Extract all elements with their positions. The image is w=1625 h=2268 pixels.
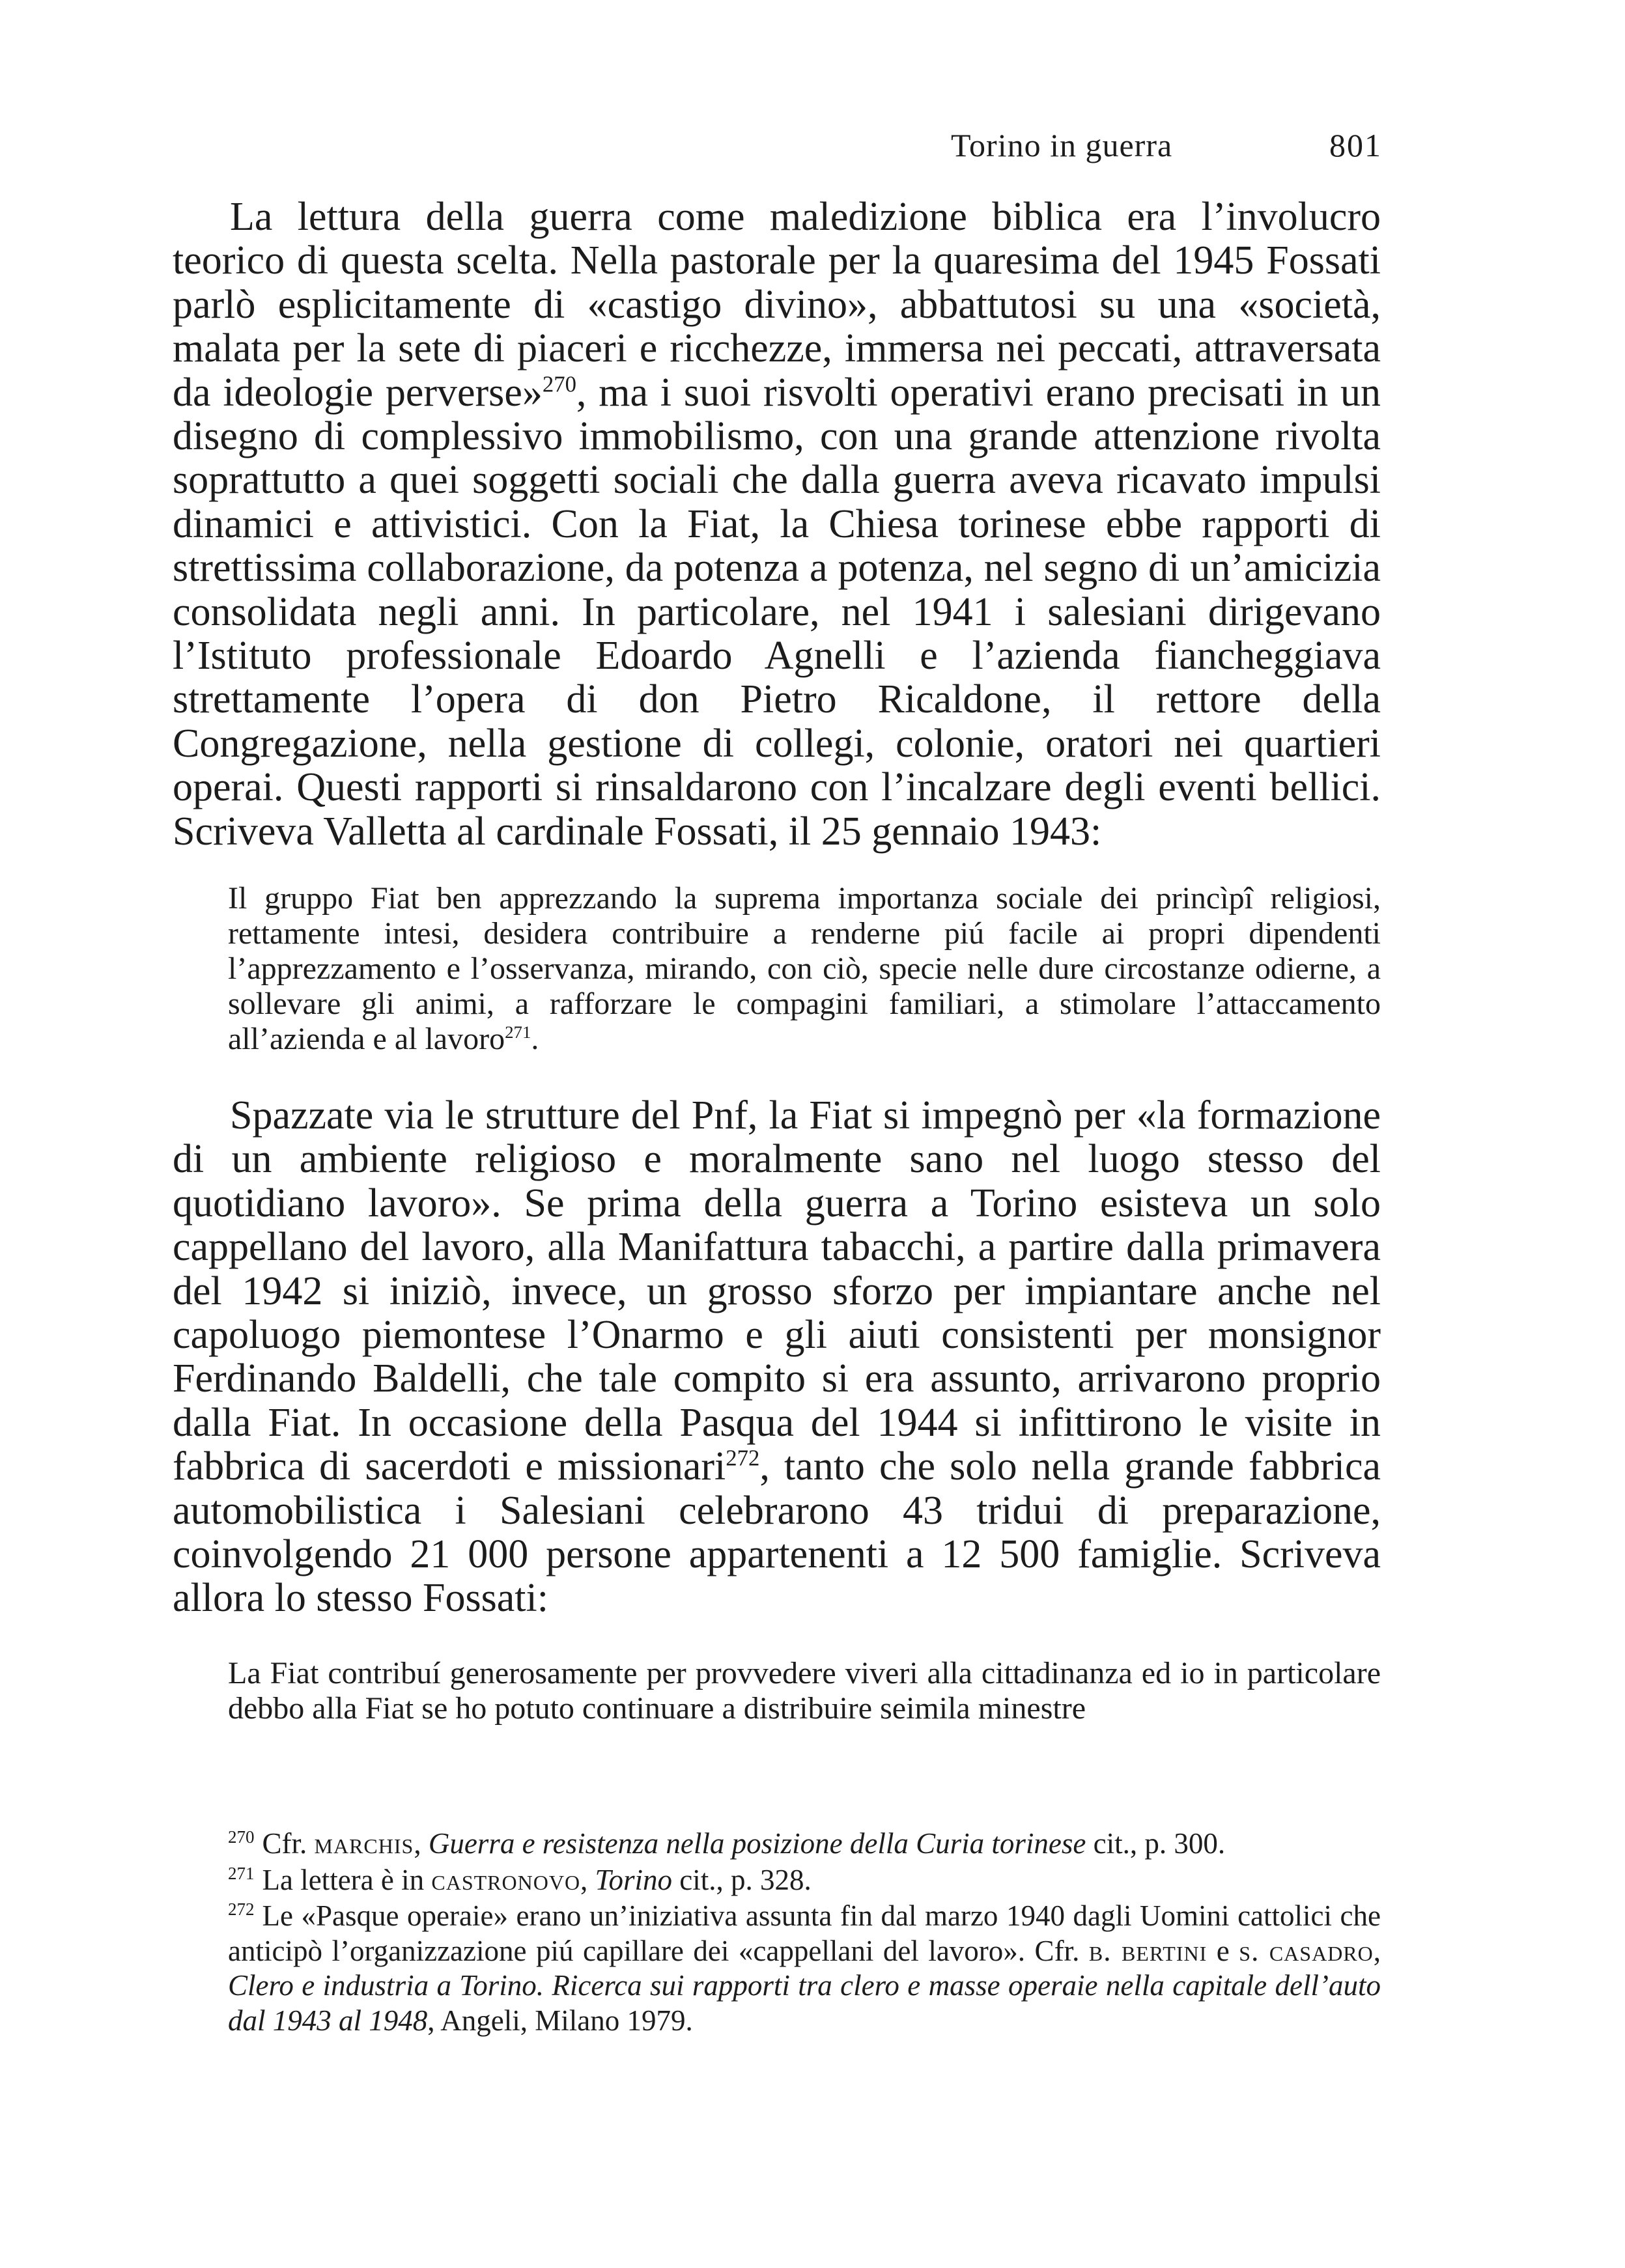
quote-2-text: La Fiat contribuí generosamente per provvedere viveri alla cittadinanza ed io in particolare debbo alla Fiat se ho potuto continuare a distribuire seimila minestre [228,1656,1381,1726]
footnote-number: 272 [228,1899,255,1919]
footnote-271 [228,1863,1381,1898]
footnote-author-2: s. casadro [1239,1934,1374,1967]
footnote-separator: , [580,1863,595,1896]
footnote-author: marchis [314,1827,414,1860]
footnote-separator: , [414,1827,429,1860]
paragraph-1-text-cont: , ma i suoi risvolti operativi erano precisati in un disegno di complessivo immobilismo, con una grande attenzione rivolta soprattutto a quei soggetti sociali che dalla guerra aveva ricavato impulsi dinamici e attivistici. Con la Fiat, la Chiesa torinese ebbe rapporti di strettissima collaborazione, da potenza a potenza, nel segno di un’amicizia consolidata negli anni. In particolare, nel 1941 i salesiani dirigevano l’Istituto professionale Edoardo Agnelli e l’azienda fiancheggiava strettamente l’opera di don Pietro Ricaldone, il rettore della Congregazione, nella gestione di collegi, colonie, oratori nei quartieri operai. Questi rapporti si rinsaldarono con l’incalzare degli eventi bellici. Scriveva Valletta al cardinale Fossati, il 25 gennaio 1943: [173,370,1381,854]
running-title: Torino in guerra [951,127,1173,163]
footnote-author: b. bertini [1088,1934,1208,1967]
footnotes [228,1827,1381,2039]
footnote-text: Cfr. [262,1827,315,1860]
footnote-citation: , Angeli, Milano 1979. [427,2004,693,2037]
footnote-title: Clero e industria a Torino. Ricerca sui rapporti tra clero e masse operaie nella capitale dell’auto dal 1943 al 1948 [228,1969,1381,2037]
footnote-ref-272: 272 [726,1445,760,1471]
footnote-ref-271: 271 [505,1022,531,1042]
footnote-text: La lettera è in [262,1863,432,1896]
footnote-author: castronovo [431,1863,581,1896]
footnote-citation: cit., p. 328. [671,1863,812,1896]
footnote-270 [228,1827,1381,1862]
footnote-272 [228,1899,1381,2038]
footnote-title: Guerra e resistenza nella posizione della Curia torinese [428,1827,1086,1860]
block-quote-2 [228,1656,1381,1726]
running-header [951,122,1382,168]
footnote-conjunction: e [1207,1934,1239,1967]
footnote-citation: cit., p. 300. [1086,1827,1226,1860]
footnote-separator: , [1373,1934,1381,1967]
footnote-text: Le «Pasque operaie» erano un’iniziativa assunta fin dal marzo 1940 dagli Uomini cattolici che anticipò l’organizzazione piú capillare dei «cappellani del lavoro». Cfr. [228,1899,1381,1967]
block-quote-1 [228,881,1381,1057]
footnote-ref-270: 270 [542,371,576,397]
paragraph-2-text: Spazzate via le strutture del Pnf, la Fiat si impegnò per «la formazione di un ambiente religioso e moralmente sano nel luogo stesso del quotidiano lavoro». Se prima della guerra a Torino esisteva un solo cappellano del lavoro, alla Manifattura tabacchi, a partire dalla primavera del 1942 si iniziò, invece, un grosso sforzo per impiantare anche nel capoluogo piemontese l’Onarmo e gli aiuti consistenti per monsignor Ferdinando Baldelli, che tale compito si era assunto, arrivarono proprio dalla Fiat. In occasione della Pasqua del 1944 si infittirono le visite in fabbrica di sacerdoti e missionari [173,1093,1381,1489]
footnote-number: 270 [228,1827,255,1847]
footnote-number: 271 [228,1863,255,1883]
footnote-title: Torino [595,1863,672,1896]
body-paragraph-1 [173,195,1381,854]
paragraph-1-text: La lettura della guerra come maledizione biblica era l’involucro teorico di questa scelta. Nella pastorale per la quaresima del 1945 Fossati parlò esplicitamente di «castigo divino», abbattutosi su una «società, malata per la sete di piaceri e ricchezze, immersa nei peccati, attraversata da ideologie perverse» [173,195,1381,415]
body-paragraph-2 [173,1094,1381,1621]
quote-1-text: Il gruppo Fiat ben apprezzando la suprema importanza sociale dei princìpî religiosi, rettamente intesi, desidera contribuire a renderne piú facile ai propri dipendenti l’apprezzamento e l’osservanza, mirando, con ciò, specie nelle dure circostanze odierne, a sollevare gli animi, a rafforzare le compagini familiari, a stimolare l’attaccamento all’azienda e al lavoro [228,881,1381,1056]
paragraph-2-text-cont: , tanto che solo nella grande fabbrica automobilistica i Salesiani celebrarono 43 tridui di preparazione, coinvolgendo 21 000 persone appartenenti a 12 500 famiglie. Scriveva allora lo stesso Fossati: [173,1444,1381,1621]
page-number: 801 [1329,127,1382,163]
quote-1-end: . [531,1022,539,1056]
